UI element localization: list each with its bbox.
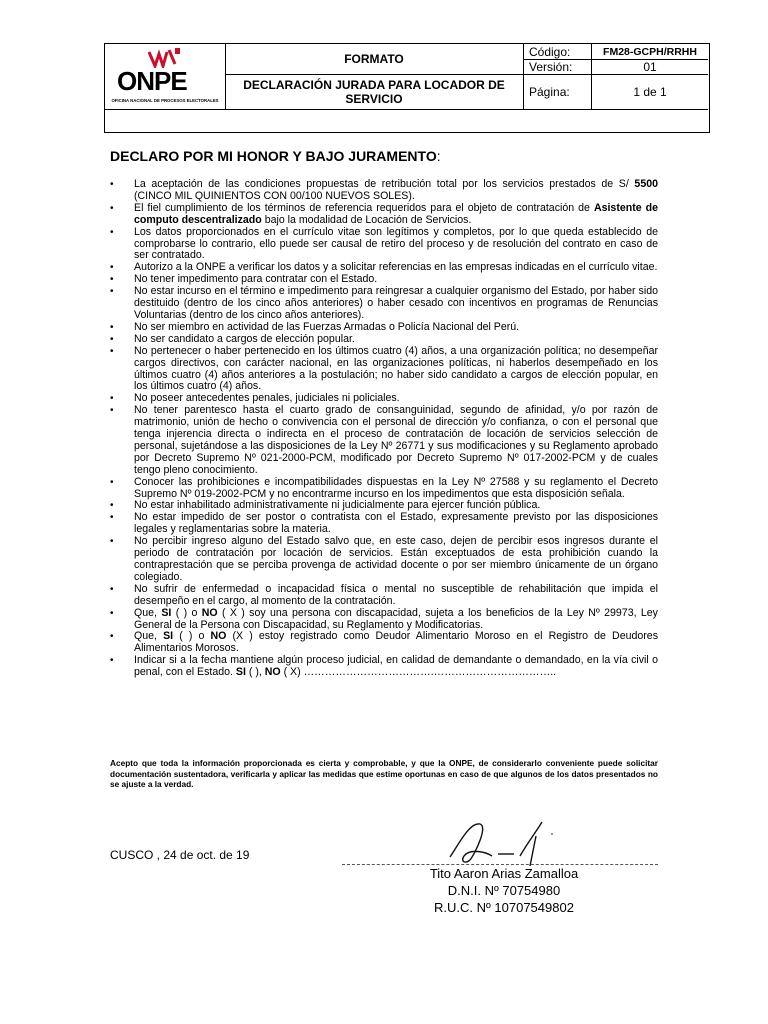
declaration-item-text: SI xyxy=(161,606,172,619)
declaration-item-text: No ser candidato a cargos de elección popular. xyxy=(134,332,355,345)
declaration-item xyxy=(110,608,658,632)
handwritten-signature xyxy=(440,812,570,872)
declaration-item xyxy=(110,227,658,263)
document-title: DECLARACIÓN JURADA PARA LOCADOR DE SERVICIO xyxy=(243,78,505,106)
logo-text: ONPE xyxy=(117,66,187,96)
declaration-item-text: No poseer antecedentes penales, judiciales ni policiales. xyxy=(134,392,400,405)
declaration-item xyxy=(110,655,658,679)
declaration-item-text: La aceptación de las condiciones propuestas de retribución total por los servicios prestados de S/ xyxy=(134,178,635,190)
code-value: FM28-GCPH/RRHH xyxy=(603,45,697,58)
version-value: 01 xyxy=(643,60,657,74)
onpe-logo xyxy=(105,44,226,109)
declaration-item-text: ( X ) soy una persona con discapacidad, sujeta a los beneficios de la Ley Nº 29973, Ley General de la Persona con Discapacidad, su Reglamento y Modificatorias. xyxy=(134,606,658,631)
closing-statement: Acepto que toda la información proporcionada es cierta y comprobable, y que la ONPE, de considerarlo conveniente puede solicitar documentación sustentadora, verificarla y aplicar las medidas que estime oportunas en caso de que algunos de los datos presentados no se ajuste a la verdad. xyxy=(110,758,658,789)
ballot-mark-icon xyxy=(147,46,183,68)
signer-name: Tito Aaron Arias Zamalloa xyxy=(429,866,579,881)
place-and-date: CUSCO , 24 de oct. de 19 xyxy=(110,848,250,862)
logo-subtitle: OFICINA NACIONAL DE PROCESOS ELECTORALES xyxy=(111,98,219,103)
declaration-item-text: ( X) ……………………………….…………………………….. xyxy=(280,666,557,679)
declaration-item-text: No percibir ingreso alguno del Estado salvo que, en este caso, dejen de percibir esos ingresos durante el periodo de contratación por locación de servicios. Están exceptuados de esta prohibición cuando la contraprestación que se perciba provenga de actividad docente o por ser miembro únicamente de un órgano colegiado. xyxy=(134,535,658,583)
declaration-item-text: No estar inhabilitado administrativamente ni judicialmente para ejercer función pública. xyxy=(134,499,541,512)
declaration-item-text: Los datos proporcionados en el currículo vitae son legítimos y completos, por lo que queda establecido de comprobarse lo contrario, ello puede ser causal de retiro del proceso y de resolución del contrato en caso de ser contratado. xyxy=(134,225,658,262)
declaration-item xyxy=(110,512,658,536)
declaration-item-text: NO xyxy=(201,606,218,619)
declaration-item xyxy=(110,203,658,227)
signer-block xyxy=(394,865,614,916)
declaration-item-text: No ser miembro en actividad de las Fuerzas Armadas o Policía Nacional del Perú. xyxy=(134,320,520,333)
declaration-item-text: Que, xyxy=(134,606,162,619)
declaration-item-text: Autorizo a la ONPE a verificar los datos y a solicitar referencias en las empresas indicadas en el currículo vitae. xyxy=(134,261,658,274)
declaration-heading xyxy=(110,148,441,164)
declaration-item xyxy=(110,477,658,501)
signer-ruc: R.U.C. Nº 10707549802 xyxy=(434,900,574,915)
declaration-item xyxy=(110,631,658,655)
declaration-item-text: NO xyxy=(210,630,227,643)
signer-dni: D.N.I. Nº 70754980 xyxy=(447,883,561,898)
declaration-item-text: bajo la modalidad de Locación de Servicios. xyxy=(261,213,472,226)
declaration-item-text: No estar incurso en el término e impedimento para reingresar a cualquier organismo del Estado, por haber sido destituido (dentro de los cinco años anteriores) o haber cesado con incentivos en programas de Renuncias Voluntarias (dentro de los cinco años anteriores). xyxy=(134,285,658,321)
declaration-item-text: No estar impedido de ser postor o contratista con el Estado, expresamente previsto por las disposiciones legales y reglamentarias sobre la materia. xyxy=(134,511,658,536)
format-label: FORMATO xyxy=(344,52,404,66)
declaration-item-text: No tener parentesco hasta el cuarto grado de consanguinidad, segundo de afinidad, y/o por razón de matrimonio, unión de hecho o convivencia con el personal de dirección y/o confianza, o con el personal que tenga injerencia directa o indirecta en el proceso de contratación de locación de servicios selección de personal, sujetándose a las disposiciones de la Ley Nº 26771 y sus modificaciones y su Reglamento aprobado por Decreto Supremo Nº 021-2000-PCM, modificado por Decreto Supremo Nº 017-2002-PCM y de cuales tengo pleno conocimiento. xyxy=(134,404,658,476)
declaration-item-text: Que, xyxy=(134,630,164,643)
declaration-item-text: Indicar si a la fecha mantiene algún proceso judicial, en calidad de demandante o demandado, en la vía civil o penal, con el Estado. xyxy=(134,654,658,679)
declaration-item-text: Conocer las prohibiciones e incompatibilidades dispuestas en la Ley Nº 27588 y su reglamento el Decreto Supremo Nº 019-2002-PCM y no encontrarme incurso en los impedimentos que esta disposición señala. xyxy=(134,475,658,500)
declaration-item xyxy=(110,179,658,203)
declaration-item-text: SI xyxy=(235,666,246,679)
declaration-item xyxy=(110,584,658,608)
declaration-item-text: (X ) estoy registrado como Deudor Alimentario Moroso en el Registro de Deudores Alimentarios Morosos. xyxy=(134,630,658,655)
code-label: Código: xyxy=(529,44,571,59)
declaration-item xyxy=(110,286,658,322)
declaration-item-text: No sufrir de enfermedad o incapacidad física o mental no susceptible de rehabilitación que impida el desempeño en el cargo, al momento de la contratación. xyxy=(134,582,658,607)
declaration-heading-text: DECLARO POR MI HONOR Y BAJO JURAMENTO xyxy=(110,148,437,164)
version-label: Versión: xyxy=(529,60,573,74)
declaration-list xyxy=(110,179,658,679)
declaration-item-text: 5500 xyxy=(634,178,658,190)
page-label: Página: xyxy=(529,85,570,99)
declaration-item xyxy=(110,405,658,476)
declaration-item xyxy=(110,536,658,584)
declaration-item-text: No pertenecer o haber pertenecido en los últimos cuatro (4) años, a una organización política; no desempeñar cargos directivos, con carácter nacional, en las organizaciones políticas, ni haberlos desempeñado en los últimos cuatro (4) años anteriores a la postulación; no haber sido candidato a cargos de elección popular, en los últimos cuatro (4) años. xyxy=(134,344,658,393)
declaration-item xyxy=(110,346,658,394)
declaration-item-text: SI xyxy=(163,630,174,643)
declaration-item-text: ( ), xyxy=(245,666,265,679)
document-header-table xyxy=(104,43,710,133)
declaration-heading-colon: : xyxy=(436,148,441,164)
declaration-item-text: NO xyxy=(264,666,281,679)
declaration-item-text: ( ) o xyxy=(173,630,211,643)
page-value: 1 de 1 xyxy=(633,85,667,99)
declaration-item-text: ( ) o xyxy=(171,606,202,619)
declaration-item-text: El fiel cumplimiento de los términos de referencia requeridos para el objeto de contratación de xyxy=(134,201,594,214)
declaration-item-text: Asistente de computo descentralizado xyxy=(134,201,658,226)
declaration-item-text: (CINCO MIL QUINIENTOS CON 00/100 NUEVOS SOLES). xyxy=(134,189,415,202)
declaration-item-text: No tener impedimento para contratar con el Estado. xyxy=(134,273,378,286)
